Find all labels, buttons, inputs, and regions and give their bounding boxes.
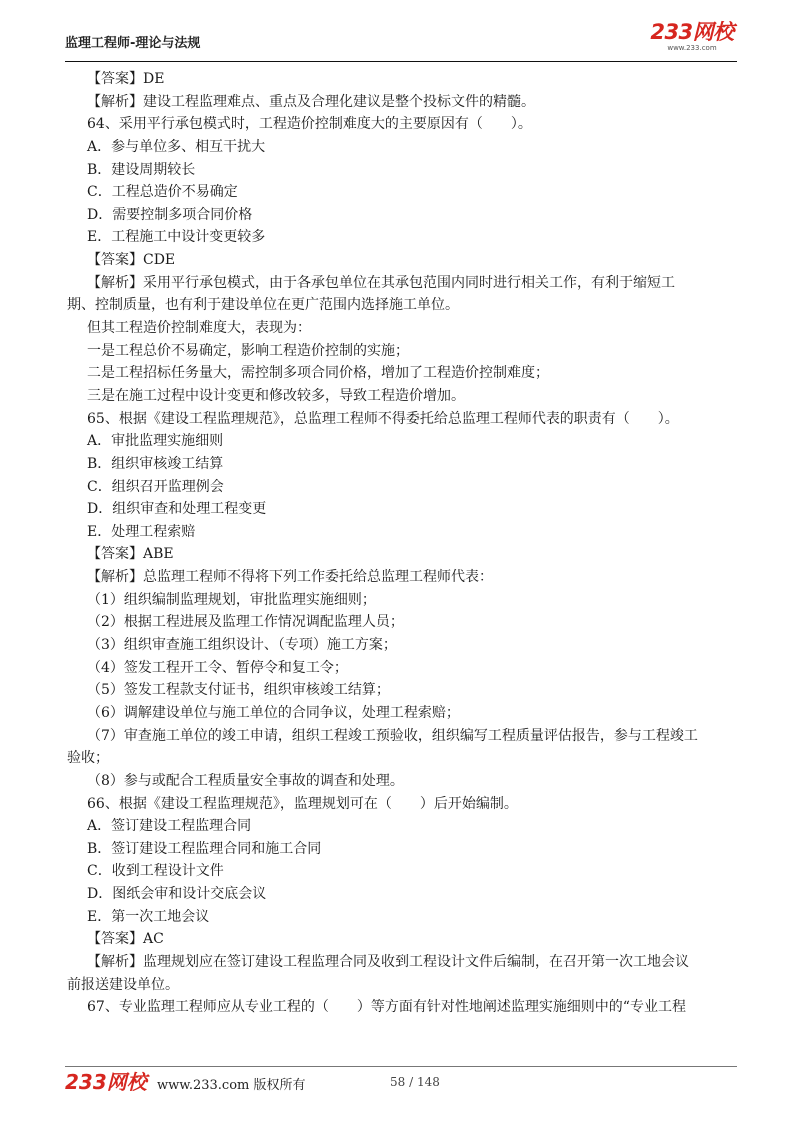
document-body [67, 68, 742, 1019]
analysis-line: 【解析】监理规划应在签订建设工程监理合同及收到工程设计文件后编制，在召开第一次工地会议 [87, 953, 689, 970]
page-number: 58 / 148 [390, 1075, 440, 1089]
option-line: E．处理工程索赔 [87, 523, 196, 540]
footer-copyright: www.233.com 版权所有 [157, 1078, 306, 1093]
analysis-line: 【解析】总监理工程师不得将下列工作委托给总监理工程师代表： [87, 569, 493, 586]
option-line: E．工程施工中设计变更较多 [87, 229, 266, 246]
list-item: （4）签发工程开工令、暂停令和复工令； [87, 659, 348, 676]
option-line: B．签订建设工程监理合同和施工合同 [87, 840, 322, 857]
page-footer [65, 1070, 737, 1094]
list-item-continuation: 验收； [67, 750, 109, 767]
option-line: C．收到工程设计文件 [87, 863, 224, 880]
list-item: （7）审查施工单位的竣工申请，组织工程竣工预验收，组织编写工程质量评估报告，参与工程竣工 [87, 727, 698, 744]
option-line: D．组织审查和处理工程变更 [87, 501, 267, 518]
option-line: D．图纸会审和设计交底会议 [87, 886, 267, 903]
analysis-line: 三是在施工过程中设计变更和修改较多，导致工程造价增加。 [87, 387, 465, 404]
list-item: （5）签发工程款支付证书，组织审核竣工结算； [87, 682, 390, 699]
option-line: B．建设周期较长 [87, 161, 196, 178]
option-line: A．审批监理实施细则 [87, 433, 224, 450]
question-64: 64、采用平行承包模式时，工程造价控制难度大的主要原因有（ ）。 [87, 116, 532, 133]
brand-logo [649, 20, 735, 54]
analysis-line: 【解析】采用平行承包模式，由于各承包单位在其承包范围内同时进行相关工作，有利于缩短工 [87, 274, 675, 291]
analysis-line: 一是工程总价不易确定，影响工程造价控制的实施； [87, 342, 409, 359]
option-line: A．签订建设工程监理合同 [87, 818, 252, 835]
list-item: （2）根据工程进展及监理工作情况调配监理人员； [87, 614, 404, 631]
analysis-line: 【解析】建设工程监理难点、重点及合理化建议是整个投标文件的精髓。 [87, 93, 535, 110]
option-line: D．需要控制多项合同价格 [87, 206, 253, 223]
option-line: B．组织审核竣工结算 [87, 455, 224, 472]
list-item: （3）组织审查施工组织设计、（专项）施工方案； [87, 637, 397, 654]
header-divider [65, 61, 737, 62]
answer-line: 【答案】DE [87, 71, 165, 87]
list-item: （6）调解建设单位与施工单位的合同争议，处理工程索赔； [87, 704, 460, 721]
brand-logo-url: www.233.com [667, 44, 717, 52]
answer-line: 【答案】AC [87, 931, 164, 948]
page-header [65, 20, 737, 62]
list-item: （1）组织编制监理规划，审批监理实施细则； [87, 591, 376, 608]
answer-line: 【答案】ABE [87, 546, 174, 563]
document-title: 监理工程师-理论与法规 [65, 36, 201, 51]
question-67: 67、专业监理工程师应从专业工程的（ ）等方面有针对性地阐述监理实施细则中的“专业工程 [87, 999, 686, 1016]
question-65: 65、根据《建设工程监理规范》，总监理工程师不得委托给总监理工程师代表的职责有（ ）。 [87, 410, 679, 427]
footer-logo: 233网校 [65, 1070, 147, 1094]
answer-line: 【答案】CDE [87, 252, 176, 269]
analysis-line: 二是工程招标任务量大，需控制多项合同价格，增加了工程造价控制难度； [87, 365, 549, 382]
question-66: 66、根据《建设工程监理规范》，监理规划可在（ ）后开始编制。 [87, 795, 518, 812]
option-line: A．参与单位多、相互干扰大 [87, 138, 266, 155]
option-line: C．组织召开监理例会 [87, 478, 224, 495]
option-line: E．第一次工地会议 [87, 908, 210, 925]
analysis-continuation: 期、控制质量，也有利于建设单位在更广范围内选择施工单位。 [67, 297, 459, 314]
analysis-line: 但其工程造价控制难度大，表现为： [87, 320, 311, 337]
option-line: C．工程总造价不易确定 [87, 184, 238, 201]
footer-divider [65, 1066, 737, 1067]
brand-logo-text: 233网校 [650, 20, 734, 44]
analysis-continuation: 前报送建设单位。 [67, 976, 179, 993]
list-item: （8）参与或配合工程质量安全事故的调查和处理。 [87, 772, 404, 789]
